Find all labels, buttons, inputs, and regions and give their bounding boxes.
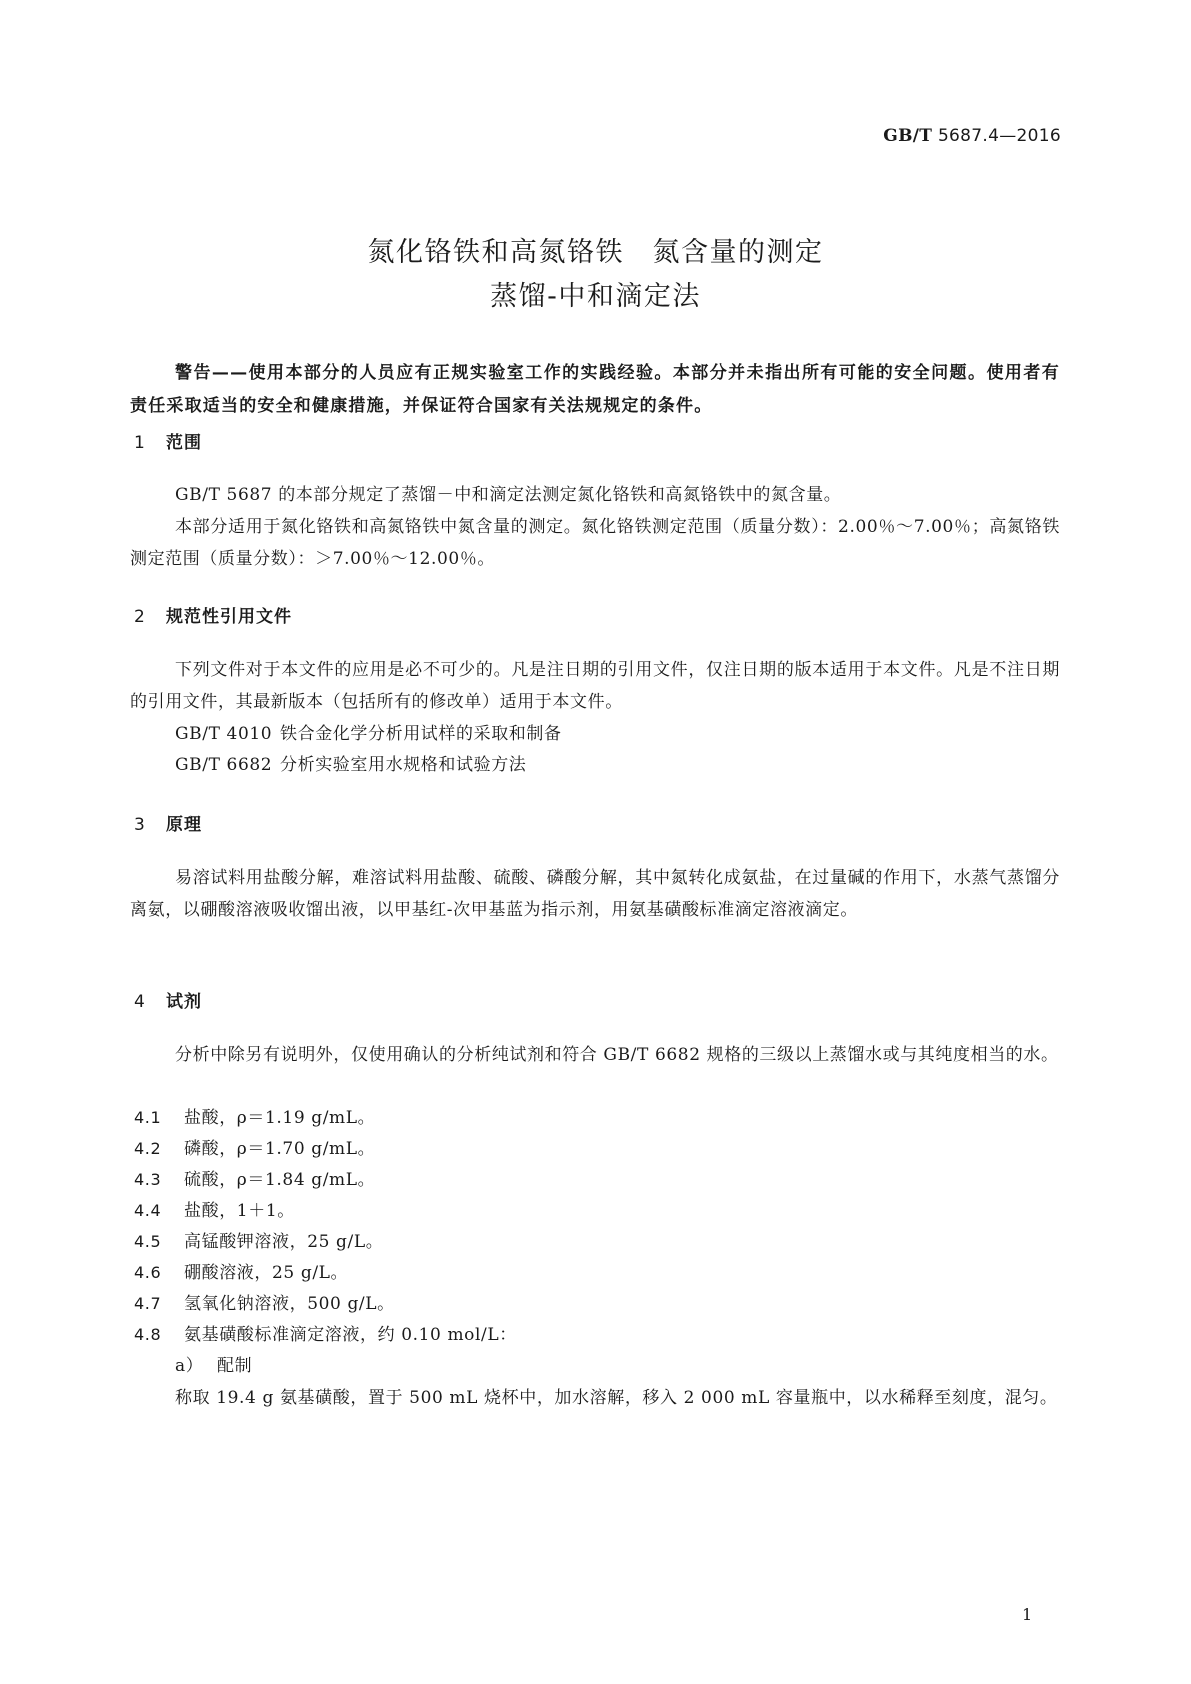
paragraph: 称取 19.4 g 氨基磺酸，置于 500 mL 烧杯中，加水溶解，移入 2 000 mL 容量瓶中，以水稀释至刻度，混匀。 — [175, 1388, 1058, 1408]
standard-code — [883, 126, 1061, 146]
reagent-item — [134, 1288, 395, 1320]
section-heading-normative-references — [134, 602, 292, 627]
paragraph: 易溶试料用盐酸分解，难溶试料用盐酸、硫酸、磷酸分解，其中氮转化成氨盐，在过量碱的作用下，水蒸气蒸馏分离氨，以硼酸溶液吸收馏出液，以甲基红-次甲基蓝为指示剂，用氨基磺酸标准滴定溶液滴定。 — [130, 868, 1060, 920]
item-number: 4.2 — [134, 1139, 162, 1158]
item-number: 4.7 — [134, 1294, 162, 1313]
standard-code-number: 5687.4—2016 — [937, 126, 1061, 146]
reference-code: GB/T 4010 — [175, 724, 273, 744]
section-heading-reagents — [134, 987, 202, 1012]
section-title: 试剂 — [166, 992, 202, 1012]
reagent-item — [134, 1195, 295, 1227]
reagent-item — [134, 1257, 348, 1289]
reference-title: 铁合金化学分析用试样的采取和制备 — [280, 724, 562, 744]
item-number: 4.1 — [134, 1108, 162, 1127]
reagent-item — [134, 1319, 517, 1351]
document-title-line1: 氮化铬铁和高氮铬铁 氮含量的测定 — [367, 237, 824, 268]
item-text: 氨基磺酸标准滴定溶液，约 0.10 mol/L： — [184, 1325, 517, 1345]
section-number: 3 — [134, 815, 145, 835]
section-heading-principle — [134, 810, 202, 835]
sub-item-title: 配制 — [217, 1356, 253, 1376]
item-text: 盐酸，ρ＝1.19 g/mL。 — [184, 1108, 376, 1128]
sub-item — [175, 1350, 252, 1382]
reagent-item — [134, 1102, 375, 1134]
section-number: 1 — [134, 433, 145, 453]
item-text: 硫酸，ρ＝1.84 g/mL。 — [184, 1170, 376, 1190]
item-text: 高锰酸钾溶液，25 g/L。 — [184, 1232, 384, 1252]
document-title-line2: 蒸馏-中和滴定法 — [490, 281, 701, 312]
reagent-item — [134, 1226, 383, 1258]
reagent-item — [134, 1164, 375, 1196]
item-number: 4.8 — [134, 1325, 162, 1344]
section-number: 4 — [134, 992, 145, 1012]
page-number: 1 — [1022, 1605, 1033, 1624]
item-text: 硼酸溶液，25 g/L。 — [184, 1263, 349, 1283]
section-title: 范围 — [166, 433, 202, 453]
sub-item-mark: a） — [175, 1356, 204, 1376]
item-text: 盐酸，1＋1。 — [184, 1201, 295, 1221]
reference-code: GB/T 6682 — [175, 755, 273, 775]
paragraph: 本部分适用于氮化铬铁和高氮铬铁中氮含量的测定。氮化铬铁测定范围（质量分数）：2.00％～7.00％；高氮铬铁测定范围（质量分数）：＞7.00％～12.00％。 — [130, 517, 1060, 569]
item-number: 4.6 — [134, 1263, 162, 1282]
safety-warning: 警告——使用本部分的人员应有正规实验室工作的实践经验。本部分并未指出所有可能的安全问题。使用者有责任采取适当的安全和健康措施，并保证符合国家有关法规规定的条件。 — [130, 363, 1060, 416]
reference-item — [175, 718, 562, 750]
section-title: 原理 — [166, 815, 202, 835]
reagent-item — [134, 1133, 375, 1165]
paragraph: GB/T 5687 的本部分规定了蒸馏－中和滴定法测定氮化铬铁和高氮铬铁中的氮含量。 — [175, 485, 842, 505]
item-number: 4.5 — [134, 1232, 162, 1251]
item-number: 4.3 — [134, 1170, 162, 1189]
section-title: 规范性引用文件 — [166, 607, 292, 627]
item-text: 氢氧化钠溶液，500 g/L。 — [184, 1294, 395, 1314]
item-text: 磷酸，ρ＝1.70 g/mL。 — [184, 1139, 376, 1159]
standard-code-prefix: GB/T — [883, 126, 933, 146]
section-number: 2 — [134, 607, 145, 627]
paragraph: 分析中除另有说明外，仅使用确认的分析纯试剂和符合 GB/T 6682 规格的三级以上蒸馏水或与其纯度相当的水。 — [175, 1045, 1059, 1065]
paragraph: 下列文件对于本文件的应用是必不可少的。凡是注日期的引用文件，仅注日期的版本适用于本文件。凡是不注日期的引用文件，其最新版本（包括所有的修改单）适用于本文件。 — [130, 660, 1060, 712]
reference-title: 分析实验室用水规格和试验方法 — [280, 755, 527, 775]
section-heading-scope — [134, 428, 202, 453]
item-number: 4.4 — [134, 1201, 162, 1220]
reference-item — [175, 749, 526, 781]
